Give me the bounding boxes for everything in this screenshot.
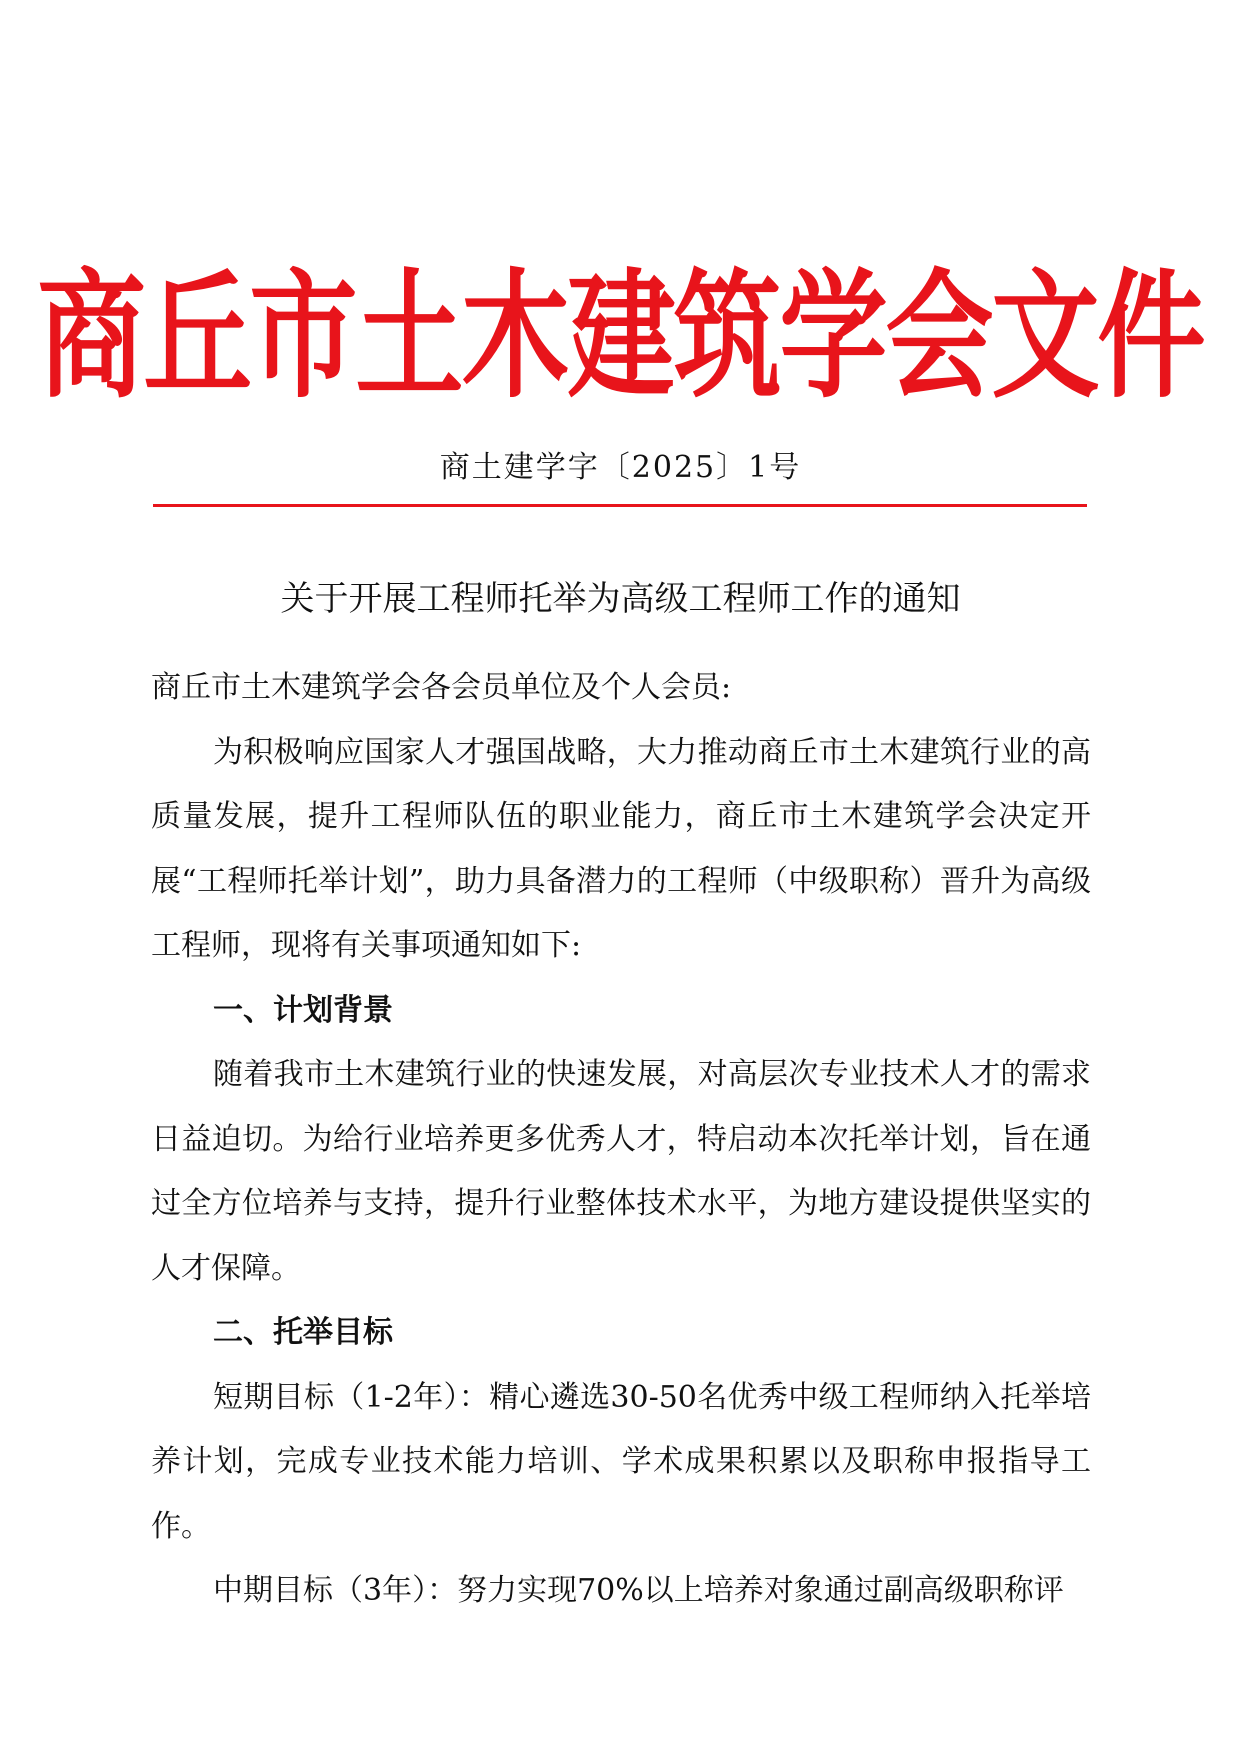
background-paragraph: 随着我市土木建筑行业的快速发展，对高层次专业技术人才的需求日益迫切。为给行业培养更多优秀人才，特启动本次托举计划，旨在通过全方位培养与支持，提升行业整体技术水平，为地方建设提供坚实的人才保障。 (151, 1057, 1091, 1286)
section-heading-background: 一、计划背景 (213, 992, 393, 1028)
short-term-goal-paragraph: 短期目标（1-2年）：精心遴选30-50名优秀中级工程师纳入托举培养计划，完成专业技术能力培训、学术成果积累以及职称申报指导工作。 (151, 1379, 1091, 1544)
masthead-title: 商丘市土木建筑学会文件 (37, 257, 1204, 418)
red-divider-line (153, 504, 1087, 507)
salutation: 商丘市土木建筑学会各会员单位及个人会员: (151, 670, 732, 705)
intro-paragraph: 为积极响应国家人才强国战略，大力推动商丘市土木建筑行业的高质量发展，提升工程师队伍的职业能力，商丘市土木建筑学会决定开展“工程师托举计划”，助力具备潜力的工程师（中级职称）晋升为高级工程师，现将有关事项通知如下: (151, 734, 1091, 963)
notice-title: 关于开展工程师托举为高级工程师工作的通知 (280, 579, 961, 619)
notice-body (151, 656, 1091, 1624)
mid-term-goal-paragraph: 中期目标（3年）：努力实现70%以上培养对象通过副高级职称评 (213, 1573, 1064, 1608)
document-number: 商土建学字〔2025〕1号 (439, 450, 802, 485)
section-heading-goals: 二、托举目标 (213, 1315, 393, 1350)
